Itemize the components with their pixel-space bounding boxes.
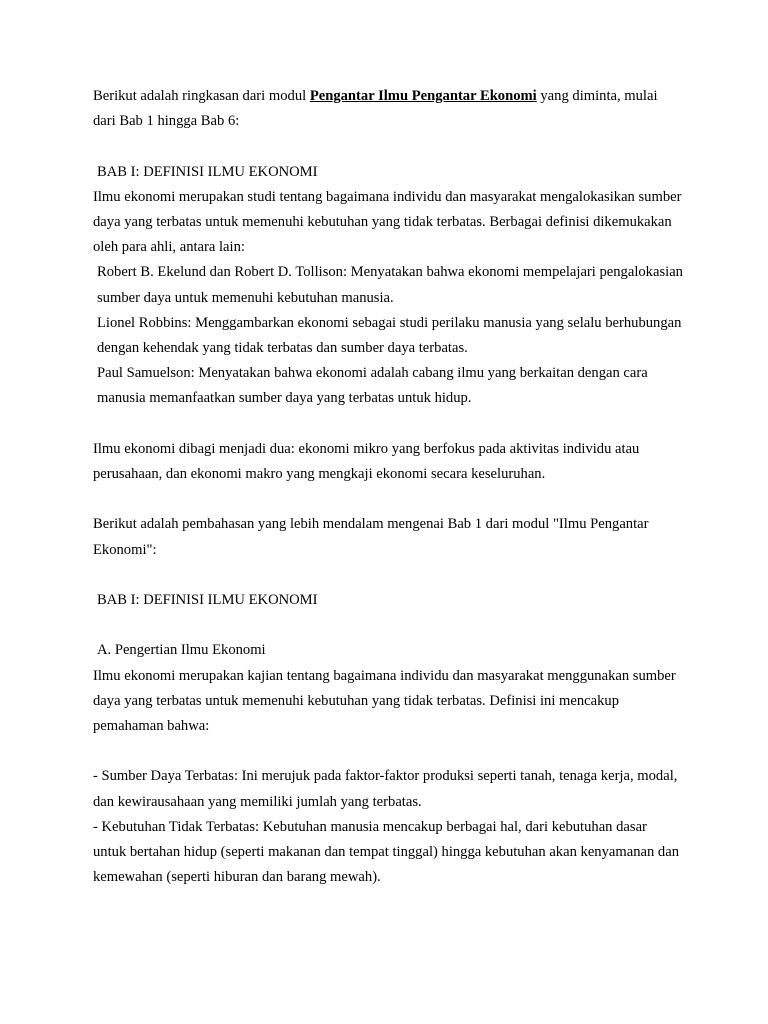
intro-text-after: yang diminta, mulai dari Bab 1 hingga Bab 6: xyxy=(93,88,662,130)
spacer xyxy=(93,613,683,638)
section1-division: Ilmu ekonomi dibagi menjadi dua: ekonomi mikro yang berfokus pada aktivitas individu atau perusahaan, dan ekonomi makro yang mengkaji ekonomi secara keseluruhan. xyxy=(93,440,643,483)
section2-heading: BAB I: DEFINISI ILMU EKONOMI xyxy=(97,592,318,608)
spacer xyxy=(93,487,683,512)
deeper-intro-paragraph: Berikut adalah pembahasan yang lebih mendalam mengenai Bab 1 dari modul "Ilmu Pengantar Ekonomi": xyxy=(93,516,653,558)
expert-ekelund: Robert B. Ekelund dan Robert D. Tollison: Menyatakan bahwa ekonomi mempelajari pengalokasian sumber daya untuk memenuhi kebutuhan manusia. xyxy=(97,264,687,306)
point-unlimited-needs: - Kebutuhan Tidak Terbatas: Kebutuhan manusia mencakup berbagai hal, dari kebutuhan dasar untuk bertahan hidup (seperti makanan dan tempat tinggal) hingga kebutuhan akan kenyamanan dan kemewahan (seperti hiburan dan barang mewah). xyxy=(93,818,683,886)
spacer xyxy=(93,134,683,159)
module-title-link[interactable]: Pengantar Ilmu Pengantar Ekonomi xyxy=(309,88,537,104)
intro-paragraph xyxy=(93,84,683,134)
expert-samuelson: Paul Samuelson: Menyatakan bahwa ekonomi adalah cabang ilmu yang berkaitan dengan cara manusia memanfaatkan sumber daya yang terbatas untuk hidup. xyxy=(97,365,652,407)
spacer xyxy=(93,739,683,764)
spacer xyxy=(93,563,683,588)
point-limited-resources: - Sumber Daya Terbatas: Ini merujuk pada faktor-faktor produksi seperti tanah, tenaga kerja, modal, dan kewirausahaan yang memiliki jumlah yang terbatas. xyxy=(93,768,682,810)
section1-heading: BAB I: DEFINISI ILMU EKONOMI xyxy=(97,163,318,180)
spacer xyxy=(93,412,683,437)
section2-subheading: A. Pengertian Ilmu Ekonomi xyxy=(97,642,266,659)
section1-definition: Ilmu ekonomi merupakan studi tentang bagaimana individu dan masyarakat mengalokasikan sumber daya yang terbatas untuk memenuhi kebutuhan yang tidak terbatas. Berbagai definisi dikemukakan oleh para ahli, antara lain: xyxy=(93,188,686,256)
section2-definition: Ilmu ekonomi merupakan kajian tentang bagaimana individu dan masyarakat menggunakan sumber daya yang terbatas untuk memenuhi kebutuhan yang tidak terbatas. Definisi ini mencakup pemahaman bahwa: xyxy=(93,667,680,734)
expert-robbins: Lionel Robbins: Menggambarkan ekonomi sebagai studi perilaku manusia yang selalu berhubungan dengan kehendak yang tidak terbatas dan sumber daya terbatas. xyxy=(97,314,686,357)
document-page xyxy=(93,84,687,890)
intro-text-before: Berikut adalah ringkasan dari modul xyxy=(93,88,310,104)
